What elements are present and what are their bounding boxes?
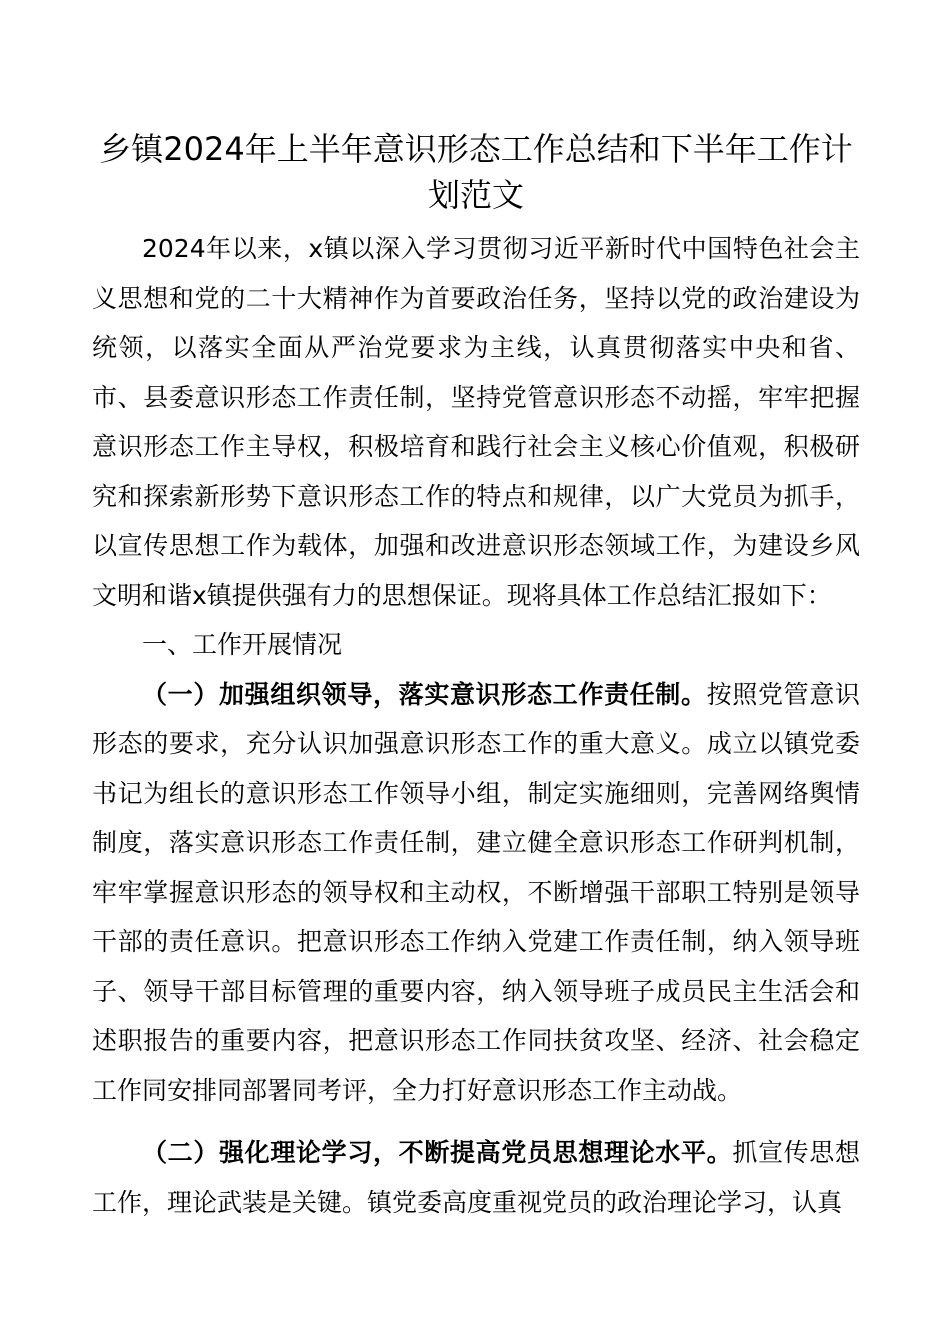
section-heading: 一、工作开展情况 — [142, 630, 343, 659]
item-lead-1: （一）加强组织领导，落实意识形态工作责任制。 — [142, 679, 707, 709]
item-lead-2: （二）强化理论学习，不断提高党员思想理论水平。 — [142, 1138, 733, 1167]
item-text-1: 按照党管意识形态的要求，充分认识加强意识形态工作的重大意义。成立以镇党委书记为组长的意识形态工作领导小组，制定实施细则，完善网络舆情制度，落实意识形态工作责任制，建立健全意识形态工作研判机制，牢牢掌握意识形态的领导权和主动权，不断增强干部职工特别是领导干部的责任意识。把意识形态工作纳入党建工作责任制，纳入领导班子、领导干部目标管理的重要内容，纳入领导班子成员民主生活会和述职报告的重要内容，把意识形态工作同扶贫攻坚、经济、社会稳定工作同安排同部署同考评，全力打好意识形态工作主动战。 — [92, 679, 860, 1105]
intro-paragraph: 2024年以来，x镇以深入学习贯彻习近平新时代中国特色社会主义思想和党的二十大精神作为首要政治任务，坚持以党的政治建设为统领，以落实全面从严治党要求为主线，认真贯彻落实中央和省、市、县委意识形态工作责任制，坚持党管意识形态不动摇，牢牢把握意识形态工作主导权，积极培育和践行社会主义核心价值观，积极研究和探索新形势下意识形态工作的特点和规律，以广大党员为抓手，以宣传思想工作为载体，加强和改进意识形态领域工作，为建设乡风文明和谐x镇提供强有力的思想保证。现将具体工作总结汇报如下： — [92, 234, 860, 610]
item-paragraph-2 — [92, 1128, 860, 1227]
document-body — [92, 224, 860, 1227]
item-paragraph-1 — [92, 670, 860, 1116]
document-title: 乡镇2024年上半年意识形态工作总结和下半年工作计划范文 — [99, 130, 853, 214]
item-text-2: 抓宣传思想工作，理论武装是关键。镇党委高度重视党员的政治理论学习，认真 — [92, 1138, 860, 1217]
